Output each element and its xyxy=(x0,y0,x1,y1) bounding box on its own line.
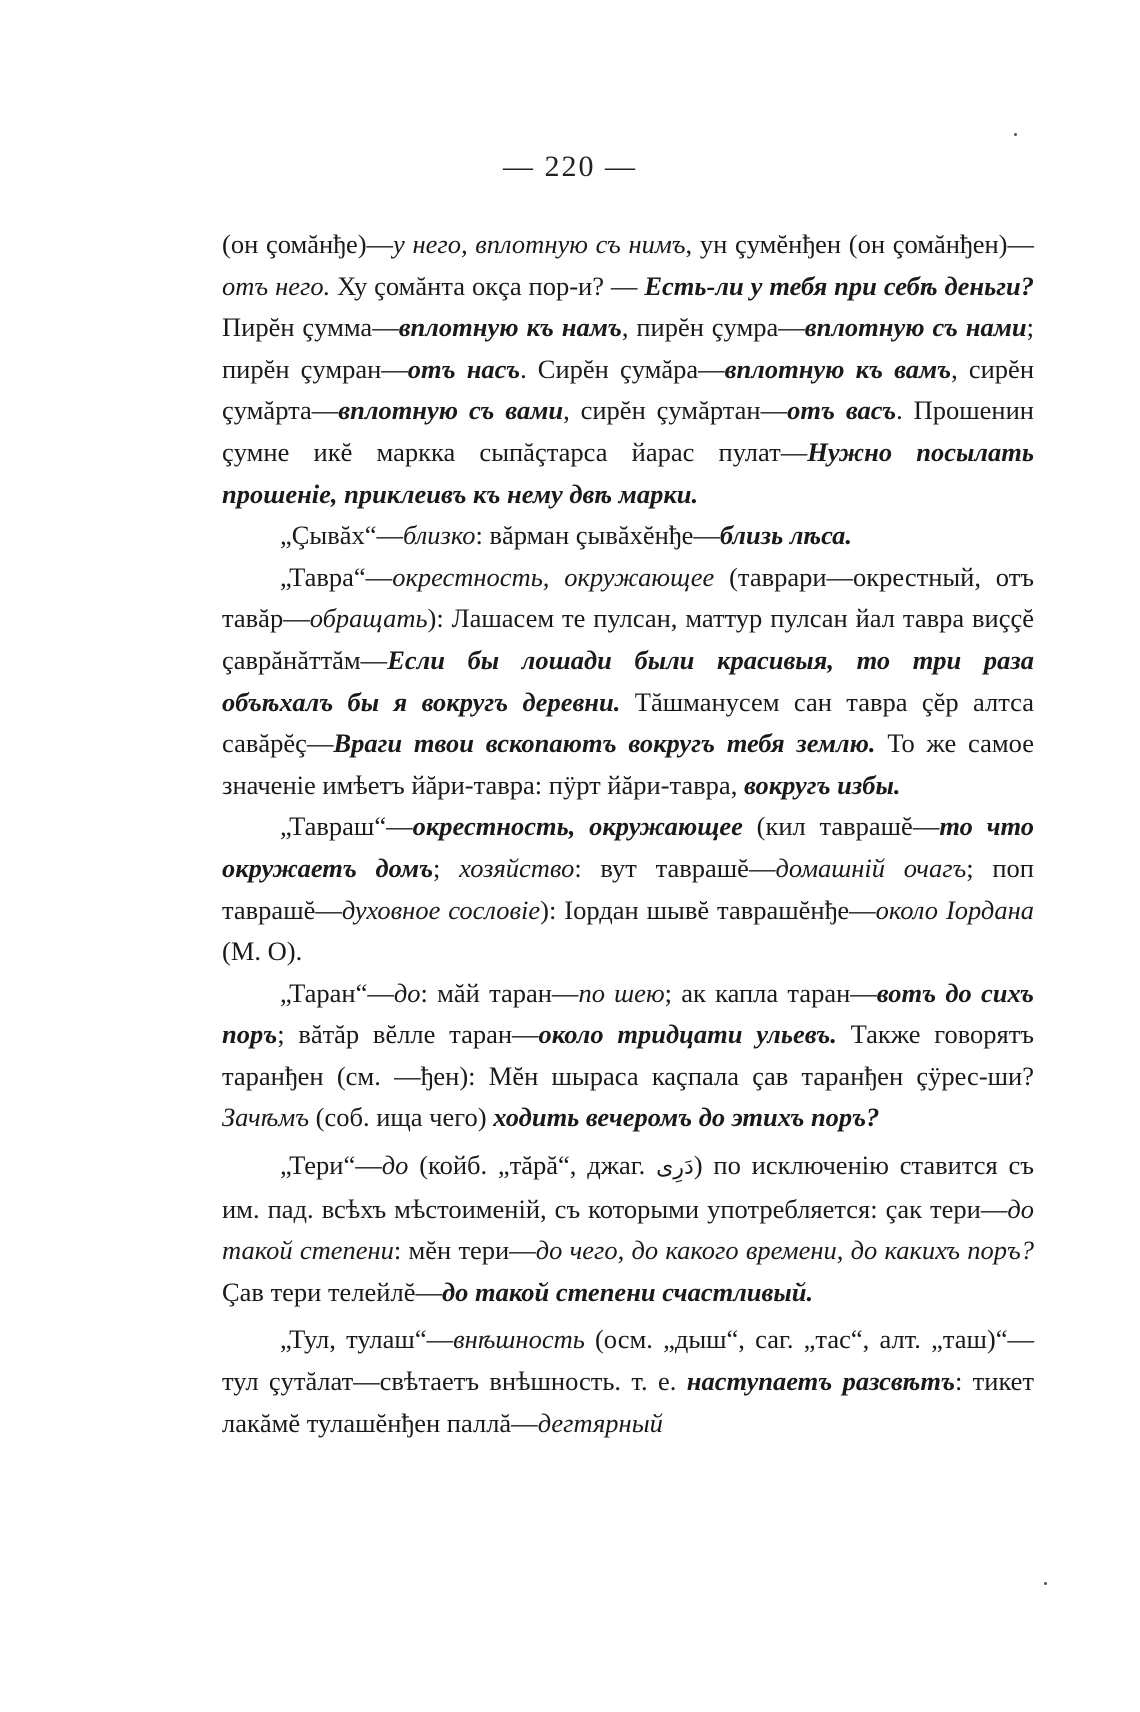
text-run: (осм. „дыш“, саг. „тас“, алт. „таш)“—тул çутăлат—свѣтаетъ внѣшность. т. е. xyxy=(222,1324,1035,1397)
text-run: ): Іордан шывĕ таврашĕнђе— xyxy=(540,894,876,925)
text-run: , сирĕн çумăртан— xyxy=(563,395,788,426)
text-run: , ун çумĕнђен (он çомăнђен)— xyxy=(685,229,1034,259)
text-run: Тăшманусем сан тавра çĕр алтса савăрĕç— xyxy=(222,686,1035,759)
text-run: . Прошенин çумне икĕ маркка сыпăçтарса йарас пулат— xyxy=(222,395,1034,467)
text-run: ходить вечеромъ до этихъ поръ? xyxy=(493,1102,880,1133)
text-run: вотъ до сихъ поръ xyxy=(222,977,1035,1050)
text-run: : мĕн тери— xyxy=(393,1235,536,1266)
text-run: „Таран“— xyxy=(280,977,394,1008)
text-run: „Çывăх“— xyxy=(280,520,404,551)
text-run: ): Лашасем те пулсан, маттур пулсан йал тавра виççĕ çаврăнăттăм— xyxy=(222,603,1034,675)
text-run: (он çомăнђе)— xyxy=(222,229,394,259)
text-run: хозяйство xyxy=(459,852,575,883)
text-run: окрестность, окружающее xyxy=(392,561,715,592)
text-run: Есть-ли у тебя при себѣ деньги? xyxy=(644,270,1034,301)
text-run: вплотную съ нами xyxy=(804,312,1027,343)
text-run: духовное сословіе xyxy=(341,894,541,925)
text-run: до xyxy=(381,1150,409,1181)
text-run: до xyxy=(393,977,421,1008)
text-run: близко xyxy=(403,520,476,551)
paragraph-p7 xyxy=(222,1319,1034,1444)
text-run: Пирĕн çумма— xyxy=(222,312,399,343)
text-run: около Іордана xyxy=(875,894,1034,925)
text-run: , пирĕн çумра— xyxy=(621,312,805,343)
scan-speck xyxy=(1014,133,1017,136)
paragraph-p6 xyxy=(222,1145,1034,1313)
text-run: Нужно посылать прошеніе, приклеивъ къ нему двѣ марки. xyxy=(222,436,1034,509)
text-run: Если бы лошади были красивыя, то три раза объѣхалъ бы я вокругъ деревни. xyxy=(222,644,1034,717)
text-run: отъ него. xyxy=(222,270,331,301)
text-run: Враги твои вскопаютъ вокругъ тебя землю. xyxy=(333,728,876,759)
text-run: (кил таврашĕ— xyxy=(742,811,940,842)
text-run: „Тавраш“— xyxy=(280,811,413,842)
text-run: до такой степени счастливый. xyxy=(441,1276,814,1307)
text-run: : вут таврашĕ— xyxy=(574,852,776,883)
text-run: : вăрман çывăхĕнђе— xyxy=(475,520,720,551)
text-run: (соб. ища чего) xyxy=(309,1102,494,1133)
page-number: — 220 — xyxy=(503,150,637,183)
text-run: ; поп таврашĕ— xyxy=(222,852,1034,925)
text-run: вплотную съ вами xyxy=(338,395,564,426)
paragraph-p1 xyxy=(222,224,1034,515)
text-run: ) по исключенію ставится съ им. пад. всѣхъ мѣстоименій, съ которыми употребляется: çак тери— xyxy=(222,1150,1034,1224)
paragraph-p4 xyxy=(222,806,1034,972)
text-run: окрестность, окружающее xyxy=(412,811,743,842)
text-run: . Сирĕн çумăра— xyxy=(520,353,725,384)
text-run: ; xyxy=(433,852,460,883)
paragraph-p5 xyxy=(222,973,1034,1139)
text-run: ; ак капла таран— xyxy=(664,977,877,1008)
text-run: до такой степени xyxy=(222,1193,1034,1266)
text-run: у него, вплотную съ нимъ xyxy=(393,229,686,259)
text-run: наступаетъ разсвѣтъ xyxy=(686,1366,955,1397)
text-run: близь лѣса. xyxy=(719,520,853,551)
text-run: вплотную къ вамъ xyxy=(724,353,952,384)
text-run: обращать xyxy=(309,603,428,634)
text-run: Ху çомăнта окçа пор-и? — xyxy=(330,270,645,301)
text-run: , сирĕн çумăрта— xyxy=(222,353,1035,426)
text-run: то что окружаетъ домъ xyxy=(222,811,1034,883)
text-run: (койб. „тăрă“, джаг. xyxy=(408,1150,657,1181)
text-run: „Тул, тулаш“— xyxy=(280,1324,454,1355)
text-run: Зачѣмъ xyxy=(222,1102,310,1133)
text-run: вплотную къ намъ xyxy=(398,312,622,343)
text-run: по шею xyxy=(578,977,665,1008)
text-run: ; пирĕн çумран— xyxy=(222,312,1034,384)
paragraph-p2 xyxy=(222,515,1034,557)
text-run: : тикет лакăмĕ тулашĕнђен паллă— xyxy=(222,1366,1034,1438)
text-run: дегтярный xyxy=(537,1407,663,1438)
text-run: вокругъ избы. xyxy=(743,769,901,800)
text-run: ; вăтăр вĕлле таран— xyxy=(277,1019,539,1050)
page-text xyxy=(222,224,1034,1444)
text-run: Çав тери телейлĕ— xyxy=(222,1276,442,1307)
text-run: около тридцати ульевъ. xyxy=(538,1019,837,1050)
scan-speck xyxy=(1044,1582,1047,1585)
text-run: : мăй таран— xyxy=(420,977,579,1008)
arabic-script-word: دَرِى xyxy=(656,1155,694,1181)
text-run: до чего, до какого времени, до какихъ поръ? xyxy=(535,1235,1034,1266)
text-run: „Тавра“— xyxy=(280,561,393,592)
paragraph-p3 xyxy=(222,557,1034,807)
text-run: Также говорятъ таранђен (см. —ђен): Мĕн шыраса каçпала çав таранђен çÿрес-ши? xyxy=(222,1019,1035,1091)
text-run: внѣшность xyxy=(453,1324,585,1355)
text-run: То же самое значеніе имѣетъ йăри-тавра: пÿрт йăри-тавра, xyxy=(222,728,1034,800)
text-run: отъ васъ xyxy=(787,395,897,426)
text-run: „Тери“— xyxy=(280,1150,382,1181)
text-run: (М. О). xyxy=(222,936,303,967)
text-run: домашній очагъ xyxy=(775,852,967,883)
text-run: (таврари—окрестный, отъ тавăр— xyxy=(222,561,1034,634)
text-run: отъ насъ xyxy=(407,353,521,384)
